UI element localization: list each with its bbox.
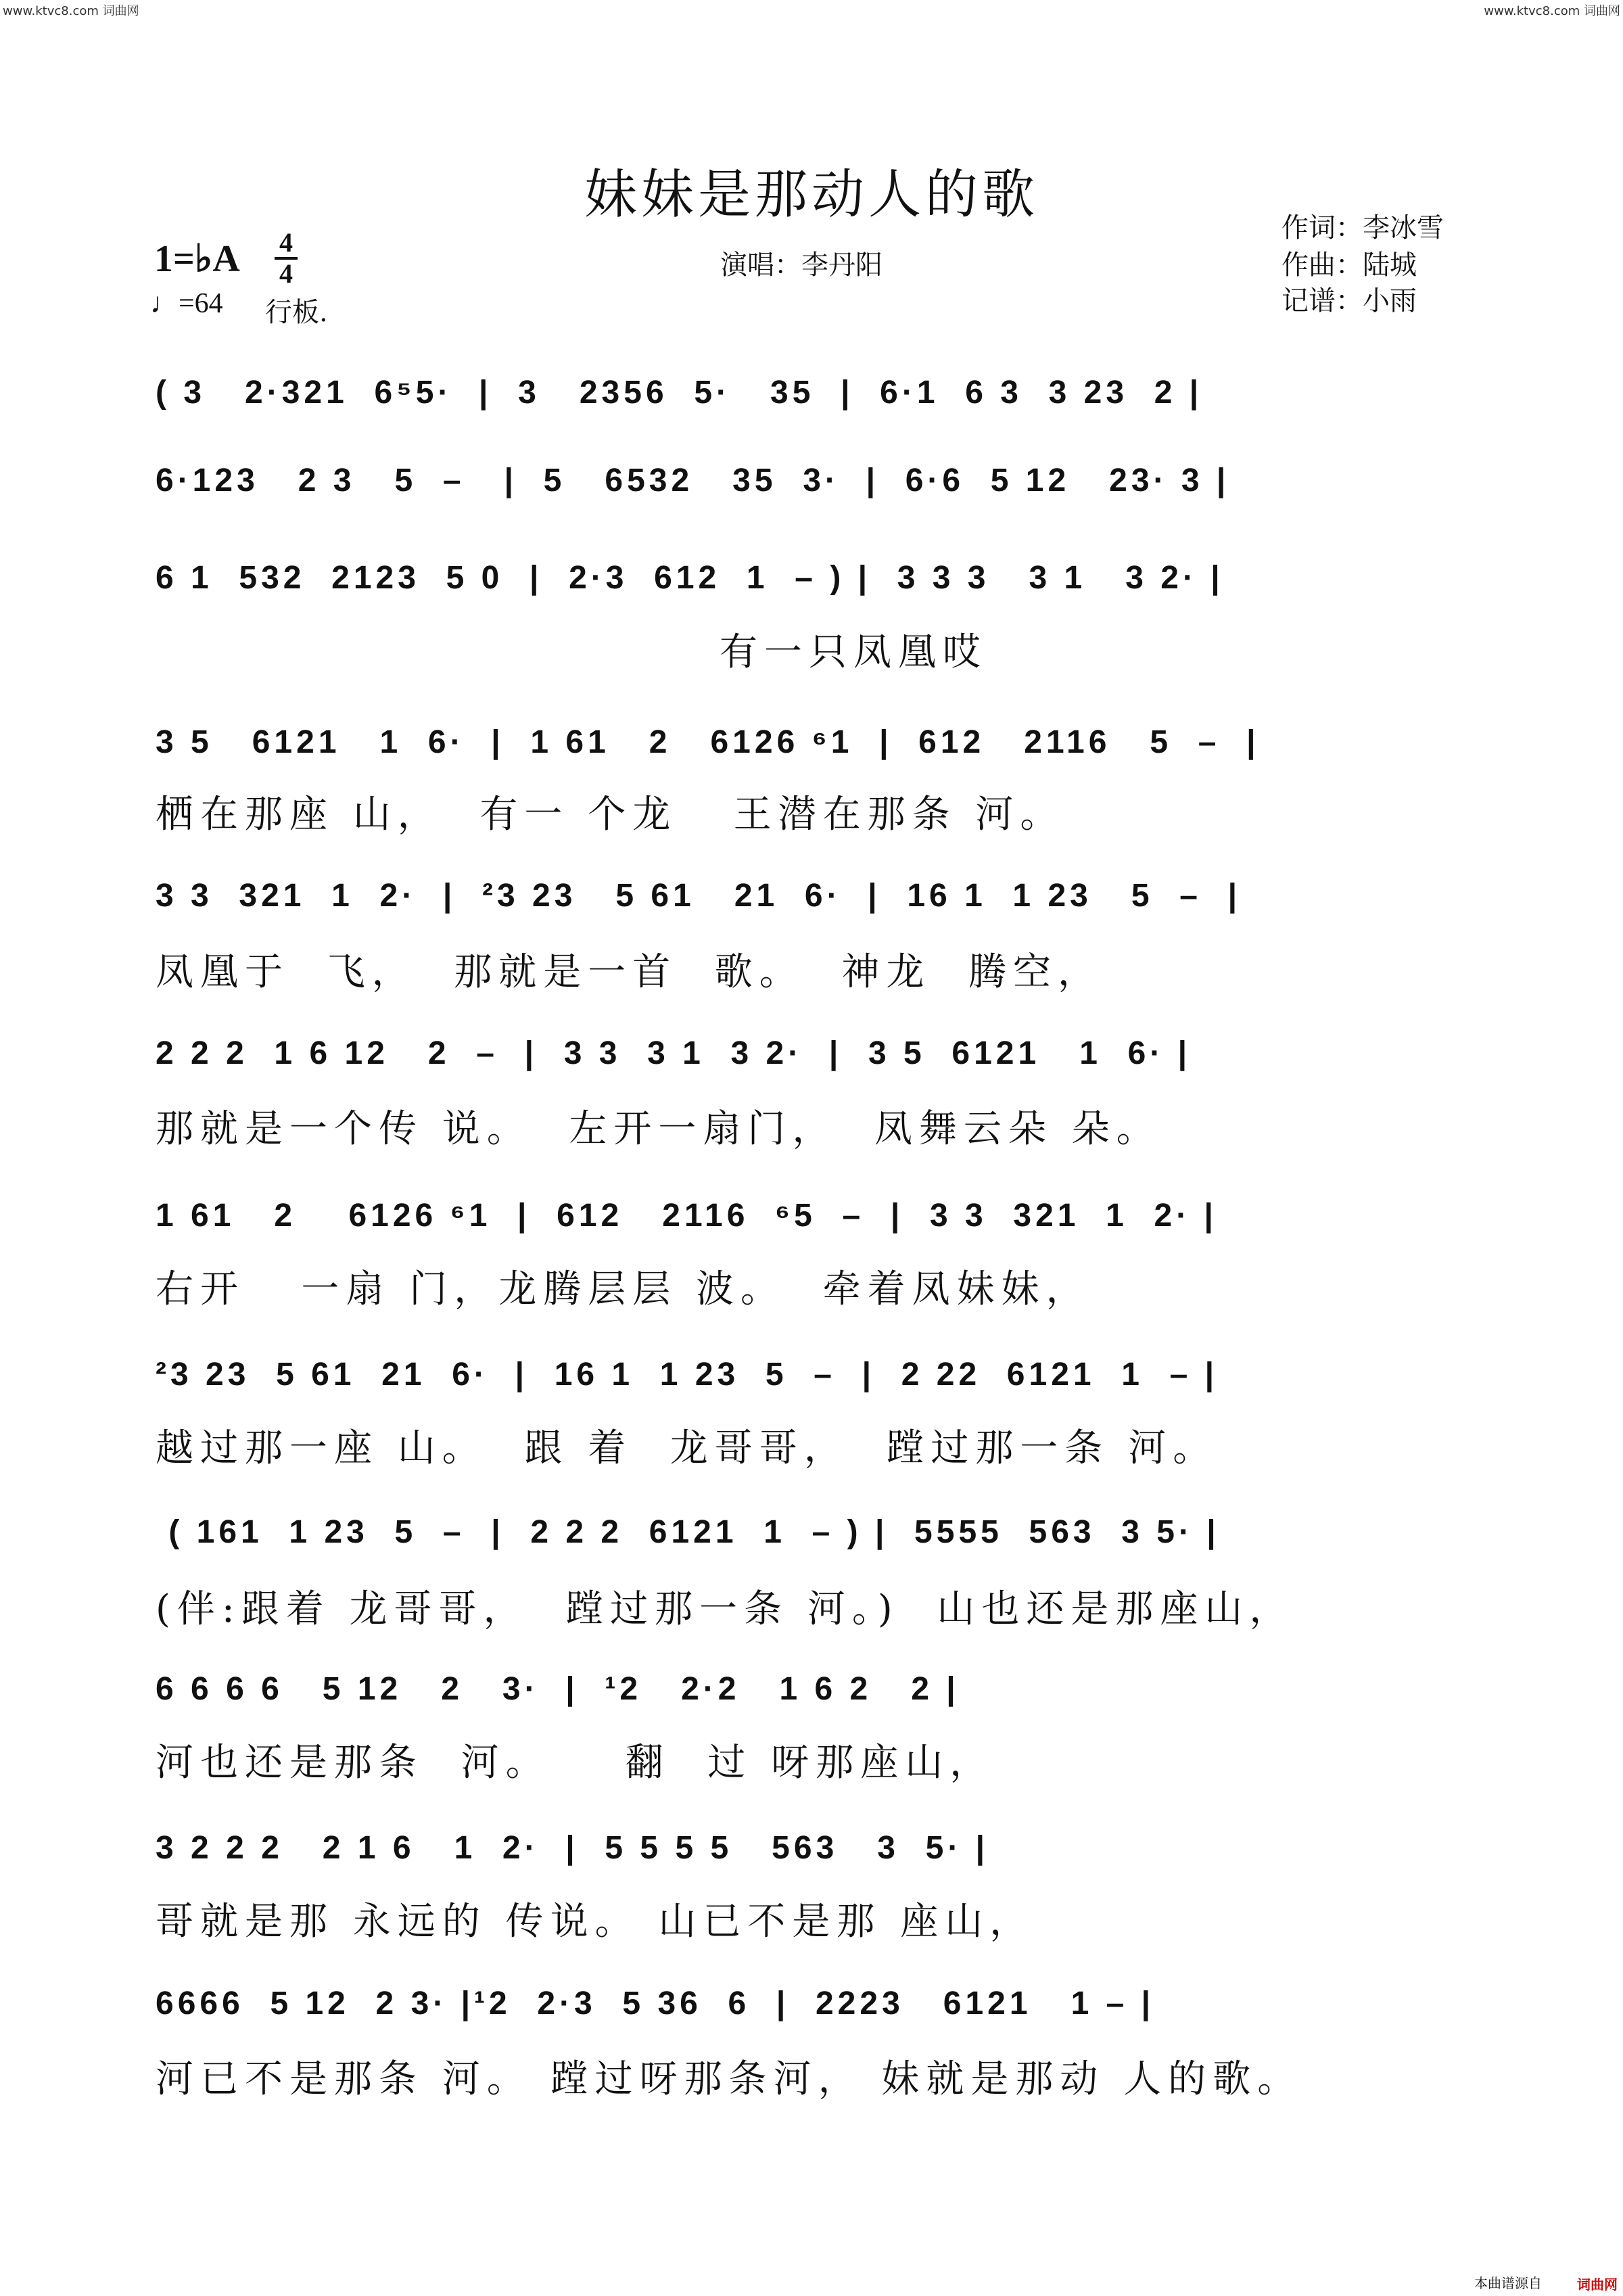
composer-credit: 作曲：陆城 <box>1281 250 1417 281</box>
site-watermark-left: www.ktvc8.com 词曲网 <box>3 4 139 18</box>
lyrics-row-9: (伴:跟着 龙哥哥， 蹚过那一条 河。) 山也还是那座山， <box>156 1587 1294 1631</box>
lyrics-row-5: 凤凰于 飞， 那就是一首 歌。 神龙 腾空， <box>156 950 1103 994</box>
notation-row-11: 3 2 2 2 2 1 6 1 2· | 5 5 5 5 563 3 5· | <box>156 1830 989 1866</box>
notation-row-4: 3 5 6121 1 6· | 1 61 2 6126 ⁶1 | 612 2116 5 – | <box>156 724 1260 760</box>
lyrics-row-10: 河也还是那条 河。 翻 过 呀那座山， <box>156 1741 995 1785</box>
lyrics-row-4: 栖在那座 山， 有一 个龙 王潜在那条 河。 <box>156 793 1065 837</box>
lyrics-row-12: 河已不是那条 河。 蹚过呀那条河， 妹就是那动 人的歌。 <box>156 2057 1302 2101</box>
key-signature: 1=♭A <box>154 238 240 280</box>
lyrics-row-11: 哥就是那 永远的 传说。 山已不是那 座山， <box>156 1900 1035 1944</box>
lyrics-row-6: 那就是一个传 说。 左开一扇门， 凤舞云朵 朵。 <box>156 1107 1161 1151</box>
time-signature-bottom: 4 <box>279 258 293 289</box>
notation-row-9: ( 161 1 23 5 – | 2 2 2 6121 1 – ) | 5555 563 3 5· | <box>156 1514 1220 1550</box>
site-watermark-right: www.ktvc8.com 词曲网 <box>1484 4 1620 18</box>
tempo-marking: ♩=64 <box>150 288 223 319</box>
page-title: 妹妹是那动人的歌 <box>584 164 1039 225</box>
time-signature <box>275 227 298 289</box>
lyrics-row-8: 越过那一座 山。 跟 着 龙哥哥， 蹚过那一条 河。 <box>156 1426 1218 1470</box>
singer-credit: 演唱：李丹阳 <box>720 250 883 281</box>
lyrics-row-7: 右开 一扇 门，龙腾层层 波。 牵着凤妹妹， <box>156 1267 1091 1311</box>
lyrics-row-3: 有一只凤凰哎 <box>156 630 988 674</box>
notation-row-3: 6 1 532 2123 5 0 | 2·3 612 1 – ) | 3 3 3 3 1 3 2· | <box>156 560 1224 596</box>
notation-row-6: 2 2 2 1 6 12 2 – | 3 3 3 1 3 2· | 3 5 6121 1 6· | <box>156 1035 1192 1071</box>
notation-row-5: 3 3 321 1 2· | ²3 23 5 61 21 6· | 16 1 1 23 5 – | <box>156 878 1242 914</box>
transcriber-credit: 记谱：小雨 <box>1281 285 1417 317</box>
notation-row-8: ²3 23 5 61 21 6· | 16 1 1 23 5 – | 2 22 6121 1 – | <box>156 1357 1219 1392</box>
tempo-word: 行板. <box>265 297 328 328</box>
notation-row-1: ( 3 2·321 6⁵5· | 3 2356 5· 35 | 6·1 6 3 3 23 2 | <box>156 375 1203 411</box>
footer-source-text: 本曲谱源自 <box>1474 2275 1542 2291</box>
notation-row-10: 6 6 6 6 5 12 2 3· | ¹2 2·2 1 6 2 2 | <box>156 1671 960 1707</box>
notation-row-12: 6666 5 12 2 3· |¹2 2·3 5 36 6 | 2223 6121 1 – | <box>156 1986 1155 2021</box>
lyricist-credit: 作词：李冰雪 <box>1281 212 1444 243</box>
notation-row-7: 1 61 2 6126 ⁶1 | 612 2116 ⁶5 – | 3 3 321 1 2· | <box>156 1198 1217 1234</box>
footer-brand-logo: 词曲网 <box>1577 2276 1618 2293</box>
notation-row-2: 6·123 2 3 5 – | 5 6532 35 3· | 6·6 5 12 23· 3 | <box>156 463 1230 498</box>
time-signature-top: 4 <box>279 227 293 258</box>
